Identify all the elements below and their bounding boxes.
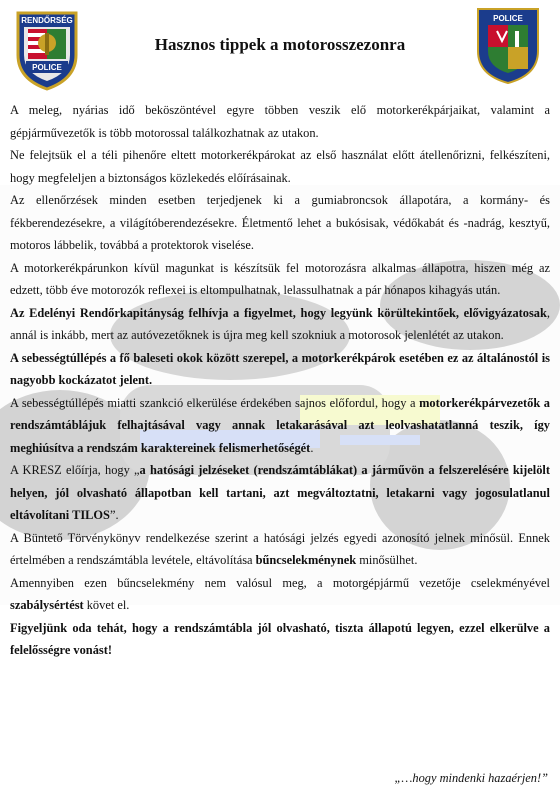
badge-top-label: RENDŐRSÉG bbox=[21, 16, 73, 25]
paragraph: Az ellenőrzések minden esetben terjedjenek ki a gumiabroncsok állapotára, a kormány- és fékberendezésekre, a világítóberendezésekre. Életmentő lehet a bukósisak, védőkabát és -nadrág, kesztyű, motoros lábbelik, továbbá a protektorok viselése. bbox=[10, 193, 550, 252]
badge-bottom-label: POLICE bbox=[32, 63, 62, 72]
paragraph: Figyeljünk oda tehát, hogy a rendszámtábla jól olvasható, tiszta állapotú legyen, ezzel elkerülve a felelősségre vonást! bbox=[10, 620, 550, 657]
paragraph: A sebességtúllépés miatti szankció elkerülése érdekében sajnos előfordul, hogy a motorkerékpárvezetők a rendszámtáblájuk felhajtásával vagy annak letakarásával azt leolvashatatlanná teszik, így meghiúsítva a rendszám karaktereinek felismerhetőségét. bbox=[10, 395, 550, 455]
county-police-crest-icon bbox=[475, 5, 541, 85]
article-body bbox=[10, 99, 550, 662]
paragraph: A meleg, nyárias idő beköszöntével egyre többen veszik elő motorkerékpárjaikat, valamint a gépjárművezetők is több motorossal találkozhatnak az utakon. bbox=[10, 103, 550, 140]
paragraph: A sebességtúllépés a fő baleseti okok között szerepel, a motorkerékpárok esetében ez az általánostól is nagyobb kockázatot jelent. bbox=[10, 350, 550, 387]
paragraph: Ne felejtsük el a téli pihenőre eltett motorkerékpárokat az első használat előtt átellenőrizni, felkészíteni, hogy megfeleljen a biztonságos közlekedés előírásainak. bbox=[10, 148, 550, 185]
paragraph: A KRESZ előírja, hogy „a hatósági jelzéseket (rendszámtáblákat) a járművön a felszerelésére kijelölt helyen, jól olvasható állapotban kell tartani, azt megváltoztatni, letakarni vagy jogosulatlanul eltávolítani TILOS”. bbox=[10, 463, 550, 522]
paragraph: A motorkerékpárunkon kívül magunkat is készítsük fel motorozásra alkalmas állapotra, hiszen még az edzett, több éve motorozók reflexei is eltompulhatnak, lelassulhatnak a pár hónapos kihagyás után. bbox=[10, 260, 550, 297]
paragraph: Amennyiben ezen bűncselekmény nem valósul meg, a motorgépjármű vezetője cselekményével szabálysértést követ el. bbox=[10, 575, 550, 612]
paragraph: Az Edelényi Rendőrkapitányság felhívja a figyelmet, hogy legyünk körültekintőek, elővigyázatosak, annál is inkább, mert az autóvezetőknek is újra meg kell szokniuk a motorosok jelenlétét az utakon. bbox=[10, 305, 550, 342]
header bbox=[0, 0, 560, 100]
paragraph: A Büntető Törvénykönyv rendelkezése szerint a hatósági jelzés egyedi azonosító jelnek minősül. Ennek értelmében a rendszámtábla levétele, eltávolítása bűncselekménynek minősülhet. bbox=[10, 530, 550, 567]
closing-quote: „…hogy mindenki hazaérjen!” bbox=[394, 771, 548, 785]
page-title: Hasznos tippek a motorosszezonra bbox=[154, 35, 406, 54]
crest-top-label: POLICE bbox=[493, 14, 523, 23]
